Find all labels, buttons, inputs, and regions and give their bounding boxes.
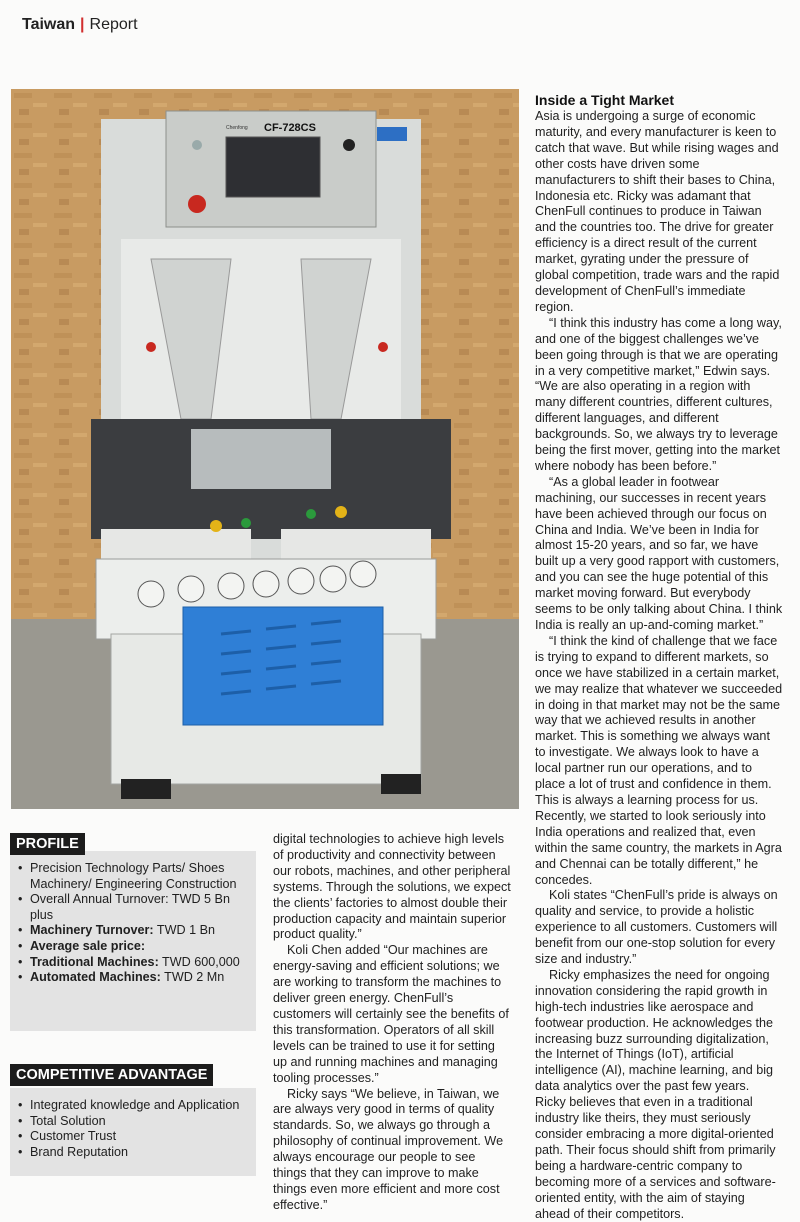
body-paragraph: Koli states “ChenFull’s pride is always on quality and service, to provide a holistic experience to all customers. Customers will benefit from our one-stop solution for every size and industry.” bbox=[535, 888, 778, 967]
advantage-item: • Integrated knowledge and Application bbox=[18, 1098, 250, 1114]
brand-label: Chenfong bbox=[226, 125, 248, 131]
profile-item: • Overall Annual Turnover: TWD 5 Bn plus bbox=[18, 892, 250, 923]
right-column bbox=[535, 92, 783, 1222]
body-paragraph: Asia is undergoing a surge of economic maturity, and every manufacturer is keen to catch that wave. But while rising wages and other costs have driven some manufacturers to shift their bases to China, Indonesia etc. Ricky was adamant that ChenFull continues to produce in Taiwan and the countries too. The drive for greater efficiency is a direct result of the current market, gyrating under the pressure of global competition, trade wars and the rapid development of ChenFull’s immediate region. bbox=[535, 109, 780, 314]
profile-list bbox=[10, 851, 256, 986]
body-paragraph: “I think this industry has come a long way, and one of the biggest challenges we’ve been going through is that we are operating in a very competitive market,” Edwin says. “We are also operating in a region with many different countries, different cultures, different languages, and different backgrounds. So, we always try to leverage being the first mover, getting into the market where nobody has been before.” bbox=[535, 315, 782, 473]
body-paragraph: “I think the kind of challenge that we face is trying to expand to different markets, so once we have stabilized in a certain market, we may realize that whatever we succeeded in doing in that market may not be the same way that we achieved results in another market. This is something we always want to investigate. We always look to have a local partner run our operations, and to place a lot of trust and confidence in them. This is always a learning process for us. Recently, we started to look seriously into India operations and realized that, even within the same country, the markets in Agra and Chennai can be totally different,” he concedes. bbox=[535, 633, 783, 887]
advantage-title: COMPETITIVE ADVANTAGE bbox=[10, 1064, 213, 1086]
profile-title: PROFILE bbox=[10, 833, 85, 855]
body-paragraph: Ricky emphasizes the need for ongoing innovation considering the rapid growth in high-tech industries like aerospace and footwear production. He acknowledges the increasing buzz surrounding digitalization, the Internet of Things (IoT), artificial intelligence (AI), machine learning, and big data analytics over the past few years. Ricky believes that even in a traditional industry like theirs, they must seriously consider embracing a more digital-oriented path. Their focus should shift from primarily being a hardware-centric company to becoming more of a services and software-oriented entity, with the aim of staying ahead of their competitors. bbox=[535, 967, 776, 1221]
advantage-item: • Customer Trust bbox=[18, 1129, 250, 1145]
profile-item: • Machinery Turnover: TWD 1 Bn bbox=[18, 923, 250, 939]
section-heading: Inside a Tight Market bbox=[535, 92, 674, 108]
profile-item: • Precision Technology Parts/ Shoes Machinery/ Engineering Construction bbox=[18, 861, 250, 892]
body-paragraph: “As a global leader in footwear machining, our successes in recent years have been achieved through our focus on China and India. We’ve been in India for almost 15-20 years, and so far, we have built up a very good rapport with customers, and you can see the huge potential of this market moving forward. But everybody seems to be only talking about China. I think India is really an up-and-coming market.” bbox=[535, 474, 783, 632]
advantage-item: • Total Solution bbox=[18, 1114, 250, 1130]
body-paragraph: Koli Chen added “Our machines are energy-saving and efficient solutions; we are working to transform the machines to deliver green energy. ChenFull’s customers will certainly see the benefits of this transformation. Operators of all skill levels can be trained to use it for setting up and running machines and managing tooling processes.” bbox=[273, 943, 509, 1085]
profile-item: • Traditional Machines: TWD 600,000 bbox=[18, 955, 250, 971]
profile-item: • Automated Machines: TWD 2 Mn bbox=[18, 970, 250, 986]
advantage-panel bbox=[10, 1088, 256, 1176]
page-header bbox=[22, 16, 138, 42]
profile-item: • Average sale price: bbox=[18, 939, 250, 955]
advantage-item: • Brand Reputation bbox=[18, 1145, 250, 1161]
body-paragraph: digital technologies to achieve high levels of productivity and connectivity between our robots, machines, and other peripheral systems. Through the solutions, we expect the clients’ factories to almost double their production capacity and maintain superior product quality.” bbox=[273, 832, 511, 942]
model-label: CF-728CS bbox=[264, 122, 316, 134]
section-name: Taiwan bbox=[22, 16, 76, 33]
machine-illustration bbox=[11, 89, 519, 809]
header-divider: | bbox=[80, 16, 85, 33]
advantage-list bbox=[10, 1088, 256, 1160]
section-category: Report bbox=[89, 16, 138, 33]
profile-panel bbox=[10, 851, 256, 1031]
machine-photo bbox=[11, 89, 519, 809]
middle-column bbox=[273, 832, 511, 1214]
body-paragraph: Ricky says “We believe, in Taiwan, we are always very good in terms of quality standards. So, we always go through a philosophy of continual improvement. We always encourage our people to see things that they can improve to make things even more efficient and more cost effective.” bbox=[273, 1086, 504, 1212]
